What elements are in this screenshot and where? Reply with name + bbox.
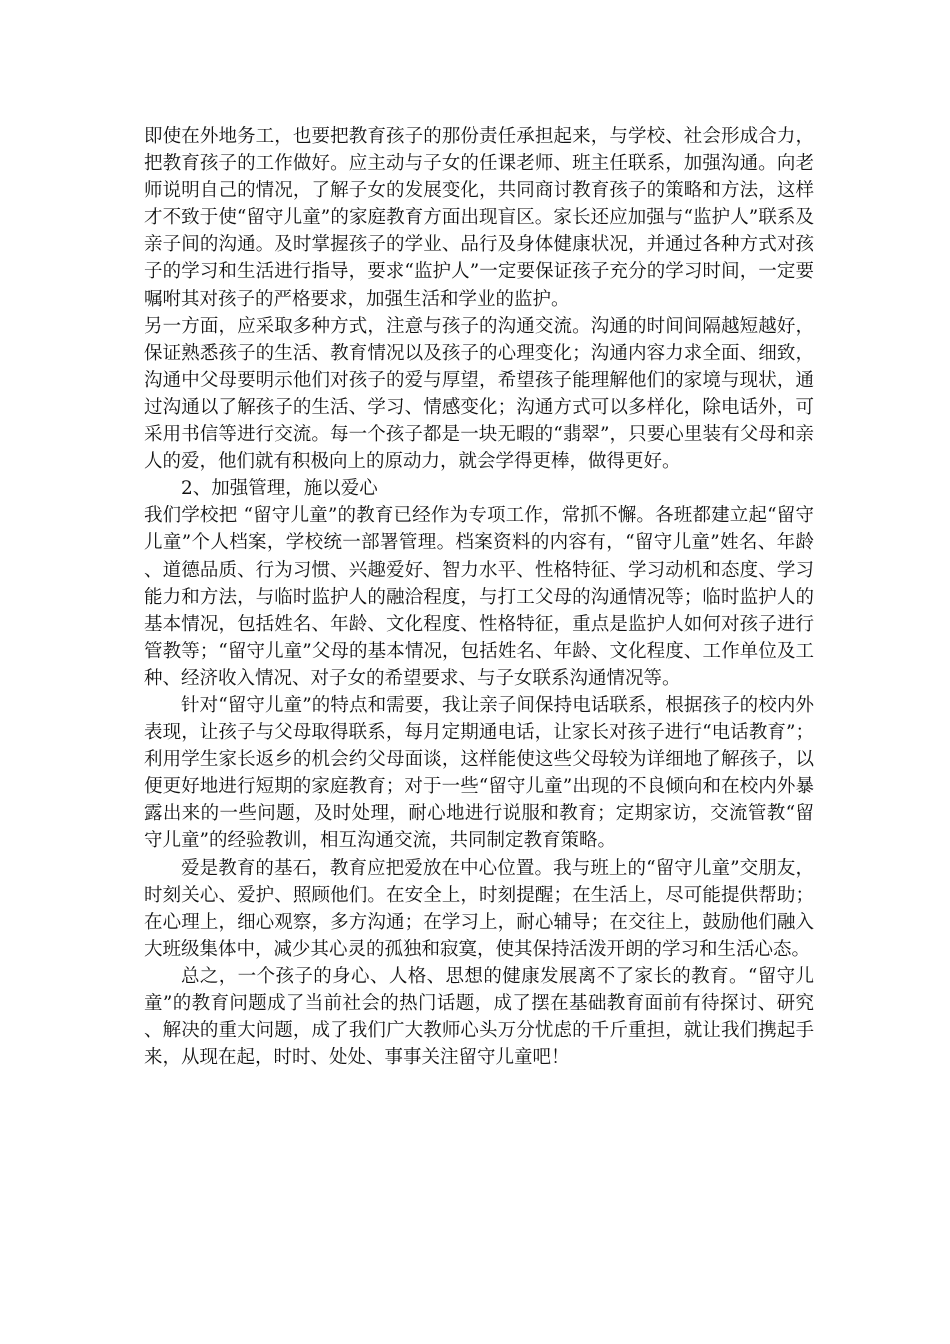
paragraph-guardian-responsibility: 即使在外地务工，也要把教育孩子的那份责任承担起来，与学校、社会形成合力，把教育孩子的工作做好。应主动与子女的任课老师、班主任联系，加强沟通。向老师说明自己的情况，了解子女的发展变化，共同商讨教育孩子的策略和方法，这样才不致于使“留守儿童”的家庭教育方面出现盲区。家长还应加强与“监护人”联系及亲子间的沟通。及时掌握孩子的学业、品行及身体健康状况，并通过各种方式对孩子的学习和生活进行指导，要求“监护人”一定要保证孩子充分的学习时间，一定要嘱咐其对孩子的严格要求，加强生活和学业的监护。	[144, 126, 814, 310]
paragraph-conclusion: 总之，一个孩子的身心、人格、思想的健康发展离不了家长的教育。“留守儿童”的教育问题成了当前社会的热门话题，成了摆在基础教育面前有待探讨、研究、解决的重大问题，成了我们广大教师心头万分忧虑的千斤重担，就让我们携起手来，从现在起，时时、处处、事事关注留守儿童吧！	[144, 965, 814, 1069]
paragraph-phone-contact: 针对“留守儿童”的特点和需要，我让亲子间保持电话联系，根据孩子的校内外表现，让孩子与父母取得联系，每月定期通电话，让家长对孩子进行“电话教育”；利用学生家长返乡的机会约父母面谈，这样能使这些父母较为详细地了解孩子，以便更好地进行短期的家庭教育；对于一些“留守儿童”出现的不良倾向和在校内外暴露出来的一些问题，及时处理，耐心地进行说服和教育；定期家访，交流管教“留守儿童”的经验教训，相互沟通交流，共同制定教育策略。	[144, 694, 814, 852]
section-heading-management: 2、加强管理，施以爱心	[181, 478, 378, 500]
paragraph-communication: 另一方面，应采取多种方式，注意与孩子的沟通交流。沟通的时间间隔越短越好，保证熟悉孩子的生活、教育情况以及孩子的心理变化；沟通内容力求全面、细致，沟通中父母要明示他们对孩子的爱与厚望，希望孩子能理解他们的家境与现状，通过沟通以了解孩子的生活、学习、情感变化；沟通方式可以多样化，除电话外，可采用书信等进行交流。每一个孩子都是一块无暇的“翡翠”，只要心里装有父母和亲人的爱，他们就有积极向上的原动力，就会学得更棒，做得更好。	[144, 315, 814, 473]
document-body	[144, 123, 814, 1071]
paragraph-love-education: 爱是教育的基石，教育应把爱放在中心位置。我与班上的“留守儿童”交朋友，时刻关心、爱护、照顾他们。在安全上，时刻提醒；在生活上，尽可能提供帮助；在心理上，细心观察，多方沟通；在学习上，耐心辅导；在交往上，鼓励他们融入大班级集体中，减少其心灵的孤独和寂寞，使其保持活泼开朗的学习和生活心态。	[144, 857, 814, 960]
paragraph-archives: 我们学校把 “留守儿童”的教育已经作为专项工作，常抓不懈。各班都建立起“留守儿童”个人档案，学校统一部署管理。档案资料的内容有，“留守儿童”姓名、年龄、道德品质、行为习惯、兴趣爱好、智力水平、性格特征、学习动机和态度、学习能力和方法，与临时监护人的融洽程度，与打工父母的沟通情况等；临时监护人的基本情况，包括姓名、年龄、文化程度、性格特征，重点是监护人如何对孩子进行管教等；“留守儿童”父母的基本情况，包括姓名、年龄、文化程度、工作单位及工种、经济收入情况、对子女的希望要求、与子女联系沟通情况等。	[144, 505, 814, 689]
